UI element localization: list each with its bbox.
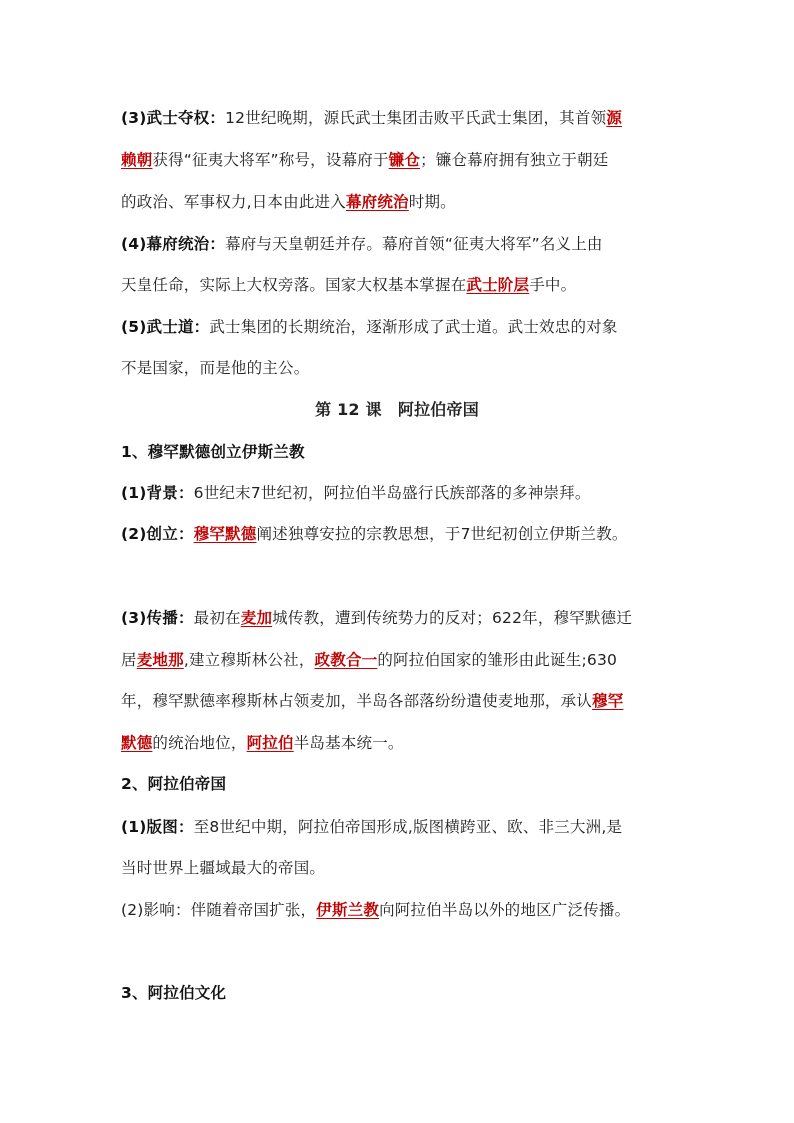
text-line <box>121 274 576 296</box>
text-span: 居 <box>121 651 137 669</box>
text-span: 手中。 <box>529 276 577 294</box>
bold-label: (2)创立： <box>121 525 194 543</box>
section-heading <box>121 441 305 463</box>
text-span: 半岛基本统一。 <box>293 734 404 752</box>
text-line <box>121 523 628 545</box>
text-span: 获得“征夷大将军”称号，设幕府于 <box>152 151 389 169</box>
text-line <box>121 316 618 338</box>
key-term: 穆罕默德 <box>193 525 257 543</box>
bold-label: (3)传播： <box>121 609 194 627</box>
key-term: 武士阶层 <box>466 276 530 294</box>
key-term: 麦地那 <box>136 651 184 669</box>
key-term: 幕府统治 <box>345 193 409 211</box>
text-line <box>121 191 456 213</box>
lesson-title <box>0 399 794 421</box>
text-span: 年，穆罕默德率穆斯林占领麦加，半岛各部落纷纷遣使麦地那，承认 <box>121 692 593 710</box>
text-line <box>121 732 404 754</box>
bold-label: (4)幕府统治： <box>121 235 226 253</box>
text-line <box>121 107 622 129</box>
text-span: (2)影响：伴随着帝国扩张， <box>121 901 317 919</box>
key-term: 政教合一 <box>314 651 378 669</box>
key-term: 源 <box>606 109 622 127</box>
bold-label: (1)背景： <box>121 484 194 502</box>
text-line <box>121 482 591 504</box>
bold-label: (5)武士道： <box>121 318 210 336</box>
text-span: 时期。 <box>408 193 456 211</box>
text-line <box>121 607 632 629</box>
text-line <box>121 149 608 171</box>
text-span: 当时世界上疆域最大的帝国。 <box>121 859 326 877</box>
text-line <box>121 816 622 838</box>
text-span: 武士集团的长期统治，逐渐形成了武士道。武士效忠的对象 <box>209 318 618 336</box>
text-span: 最初在 <box>193 609 241 627</box>
bold-label: 3、阿拉伯文化 <box>121 984 227 1002</box>
bold-label: 2、阿拉伯帝国 <box>121 775 227 793</box>
key-term: 阿拉伯 <box>246 734 294 752</box>
text-line <box>121 233 603 255</box>
text-span: 向阿拉伯半岛以外的地区广泛传播。 <box>379 901 631 919</box>
text-line <box>121 649 617 671</box>
text-span: 幕府与天皇朝廷并存。幕府首领“征夷大将军”名义上由 <box>225 235 603 253</box>
text-span: 的政治、军事权力,日本由此进入 <box>121 193 346 211</box>
text-span: 不是国家，而是他的主公。 <box>121 359 310 377</box>
text-span: ；镰仓幕府拥有独立于朝廷 <box>420 151 609 169</box>
key-term: 穆罕 <box>592 692 624 710</box>
section-heading <box>121 982 226 1004</box>
text-span: 城传教，遭到传统势力的反对；622年，穆罕默德迁 <box>272 609 633 627</box>
key-term: 默德 <box>121 734 153 752</box>
text-span: ,建立穆斯林公社， <box>183 651 315 669</box>
text-span: 阐述独尊安拉的宗教思想，于7世纪初创立伊斯兰教。 <box>256 525 628 543</box>
key-term: 伊斯兰教 <box>316 901 380 919</box>
key-term: 镰仓 <box>388 151 421 169</box>
text-line <box>121 357 309 379</box>
text-span: 6世纪末7世纪初，阿拉伯半岛盛行氏族部落的多神崇拜。 <box>193 484 591 502</box>
text-span: 第 12 课 阿拉伯帝国 <box>315 400 479 419</box>
text-span: 的统治地位， <box>152 734 247 752</box>
text-line <box>121 899 630 921</box>
text-span: 至8世纪中期，阿拉伯帝国形成,版图横跨亚、欧、非三大洲,是 <box>193 818 623 836</box>
text-line <box>121 690 623 712</box>
bold-label: (3)武士夺权： <box>121 109 226 127</box>
bold-label: (1)版图： <box>121 818 194 836</box>
section-heading <box>121 773 226 795</box>
text-line <box>121 857 325 879</box>
text-span: 12世纪晚期，源氏武士集团击败平氏武士集团，其首领 <box>225 109 607 127</box>
key-term: 麦加 <box>240 609 273 627</box>
text-span: 的阿拉伯国家的雏形由此诞生;630 <box>377 651 618 669</box>
bold-label: 1、穆罕默德创立伊斯兰教 <box>121 443 305 461</box>
key-term: 赖朝 <box>121 151 153 169</box>
text-span: 天皇任命，实际上大权旁落。国家大权基本掌握在 <box>121 276 467 294</box>
